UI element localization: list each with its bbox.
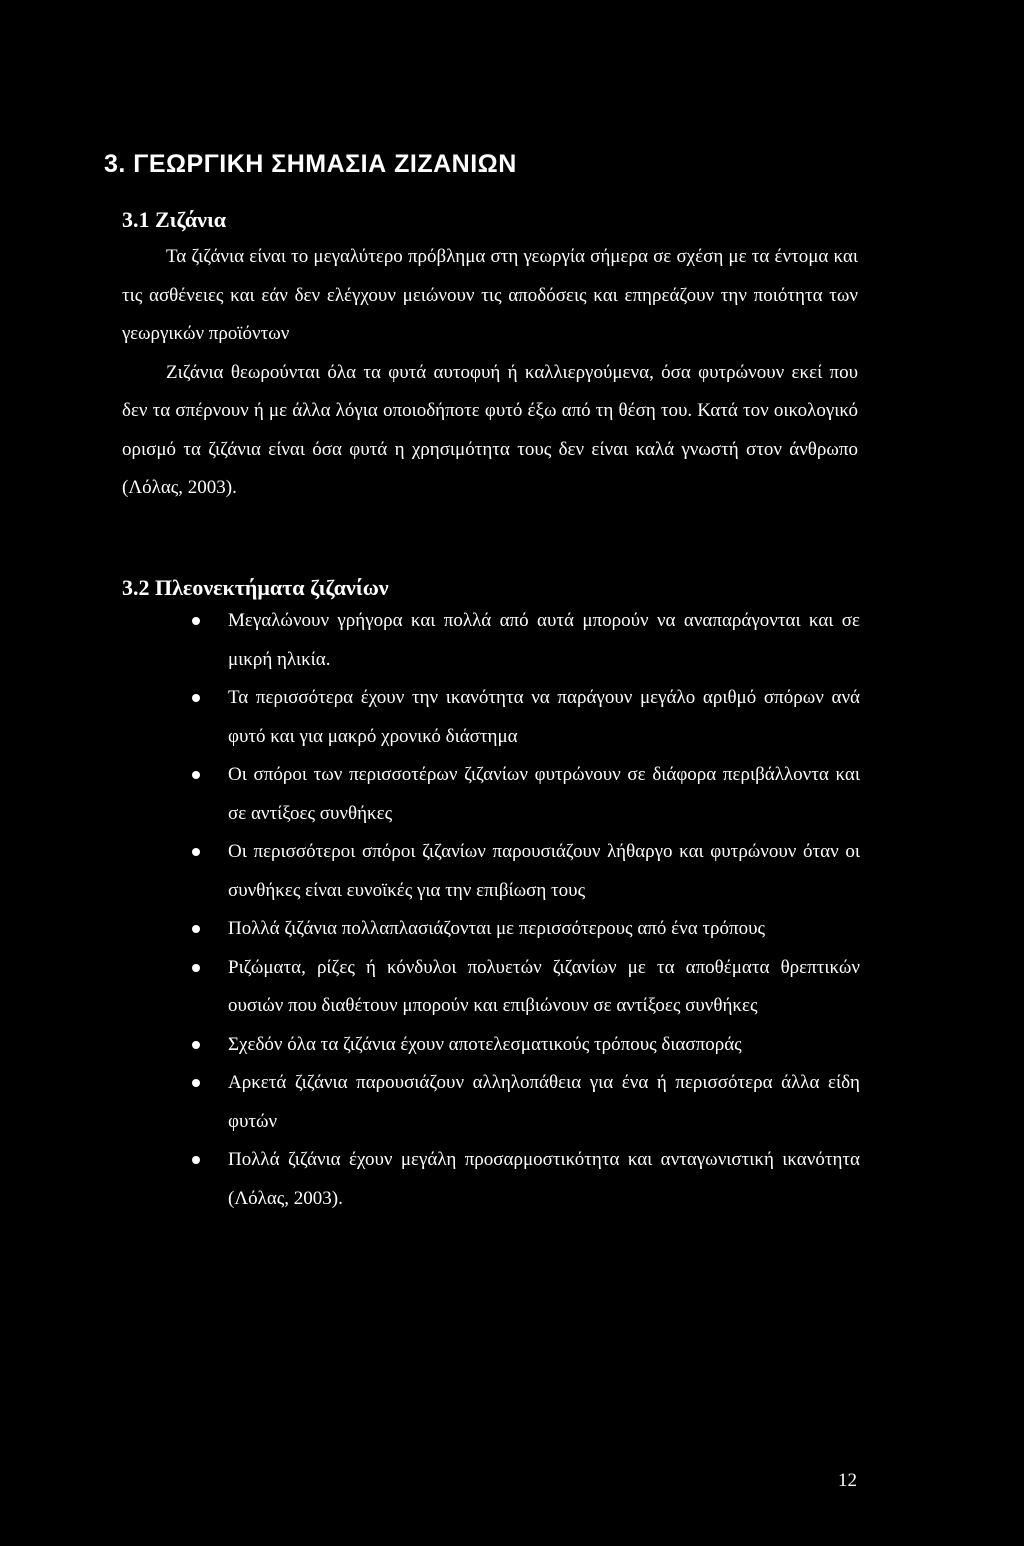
list-item <box>228 1141 860 1218</box>
list-item-text: Πολλά ζιζάνια πολλαπλασιάζονται με περισσότερους από ένα τρόπους <box>228 918 766 939</box>
list-item <box>228 1064 860 1141</box>
bullet-icon <box>192 848 200 856</box>
bullet-icon <box>192 617 200 625</box>
bullet-icon <box>192 1041 200 1049</box>
list-item <box>228 949 860 1026</box>
bullet-icon <box>192 694 200 702</box>
section-heading-advantages: 3.2 Πλεονεκτήματα ζιζανίων <box>122 575 389 600</box>
list-item <box>228 602 860 679</box>
bullet-icon <box>192 964 200 972</box>
list-item-text: Οι περισσότεροι σπόροι ζιζανίων παρουσιάζουν λήθαργο και φυτρώνουν όταν οι συνθήκες είναι ευνοϊκές για την επιβίωση τους <box>228 841 860 901</box>
section-weeds-body <box>122 238 858 508</box>
bullet-icon <box>192 1156 200 1164</box>
bullet-icon <box>192 771 200 779</box>
list-item <box>228 833 860 910</box>
page-number: 12 <box>838 1470 857 1491</box>
list-item <box>228 756 860 833</box>
chapter-title: 3. ΓΕΩΡΓΙΚΗ ΣΗΜΑΣΙΑ ΖΙΖΑΝΙΩΝ <box>104 150 517 178</box>
paragraph-weeds-definition: Ζιζάνια θεωρούνται όλα τα φυτά αυτοφυή ή καλλιεργούμενα, όσα φυτρώνουν εκεί που δεν τα σπέρνουν ή με άλλα λόγια οποιοδήποτε φυτό έξω από τη θέση του. Κατά τον οικολογικό ορισμό τα ζιζάνια είναι όσα φυτά η χρησιμότητα τους δεν είναι καλά γνωστή στον άνθρωπο (Λόλας, 2003). <box>122 361 858 498</box>
list-item-text: Πολλά ζιζάνια έχουν μεγάλη προσαρμοστικότητα και ανταγωνιστική ικανότητα (Λόλας, 2003). <box>228 1149 860 1209</box>
advantages-list <box>0 602 1024 1218</box>
section-heading-weeds: 3.1 Ζιζάνια <box>122 207 227 232</box>
list-item-text: Ριζώματα, ρίζες ή κόνδυλοι πολυετών ζιζανίων με τα αποθέματα θρεπτικών ουσιών που διαθέτουν μπορούν και επιβιώνουν σε αντίξοες συνθήκες <box>228 956 860 1016</box>
list-item-text: Αρκετά ζιζάνια παρουσιάζουν αλληλοπάθεια για ένα ή περισσότερα άλλα είδη φυτών <box>228 1072 860 1132</box>
bullet-icon <box>192 925 200 933</box>
list-item-text: Μεγαλώνουν γρήγορα και πολλά από αυτά μπορούν να αναπαράγονται και σε μικρή ηλικία. <box>228 610 860 670</box>
list-item <box>228 1026 860 1065</box>
list-item-text: Σχεδόν όλα τα ζιζάνια έχουν αποτελεσματικούς τρόπους διασποράς <box>228 1033 742 1055</box>
list-item <box>228 910 860 949</box>
list-item <box>228 679 860 756</box>
list-item-text: Οι σπόροι των περισσοτέρων ζιζανίων φυτρώνουν σε διάφορα περιβάλλοντα και σε αντίξοες συνθήκες <box>228 764 860 824</box>
list-item-text: Τα περισσότερα έχουν την ικανότητα να παράγουν μεγάλο αριθμό σπόρων ανά φυτό και για μακρό χρονικό διάστημα <box>228 687 860 747</box>
paragraph-weeds-problem: Τα ζιζάνια είναι το μεγαλύτερο πρόβλημα στη γεωργία σήμερα σε σχέση με τα έντομα και τις ασθένειες και εάν δεν ελέγχουν μειώνουν τις αποδόσεις και επηρεάζουν την ποιότητα των γεωργικών προϊόντων <box>122 246 858 344</box>
bullet-icon <box>192 1079 200 1087</box>
